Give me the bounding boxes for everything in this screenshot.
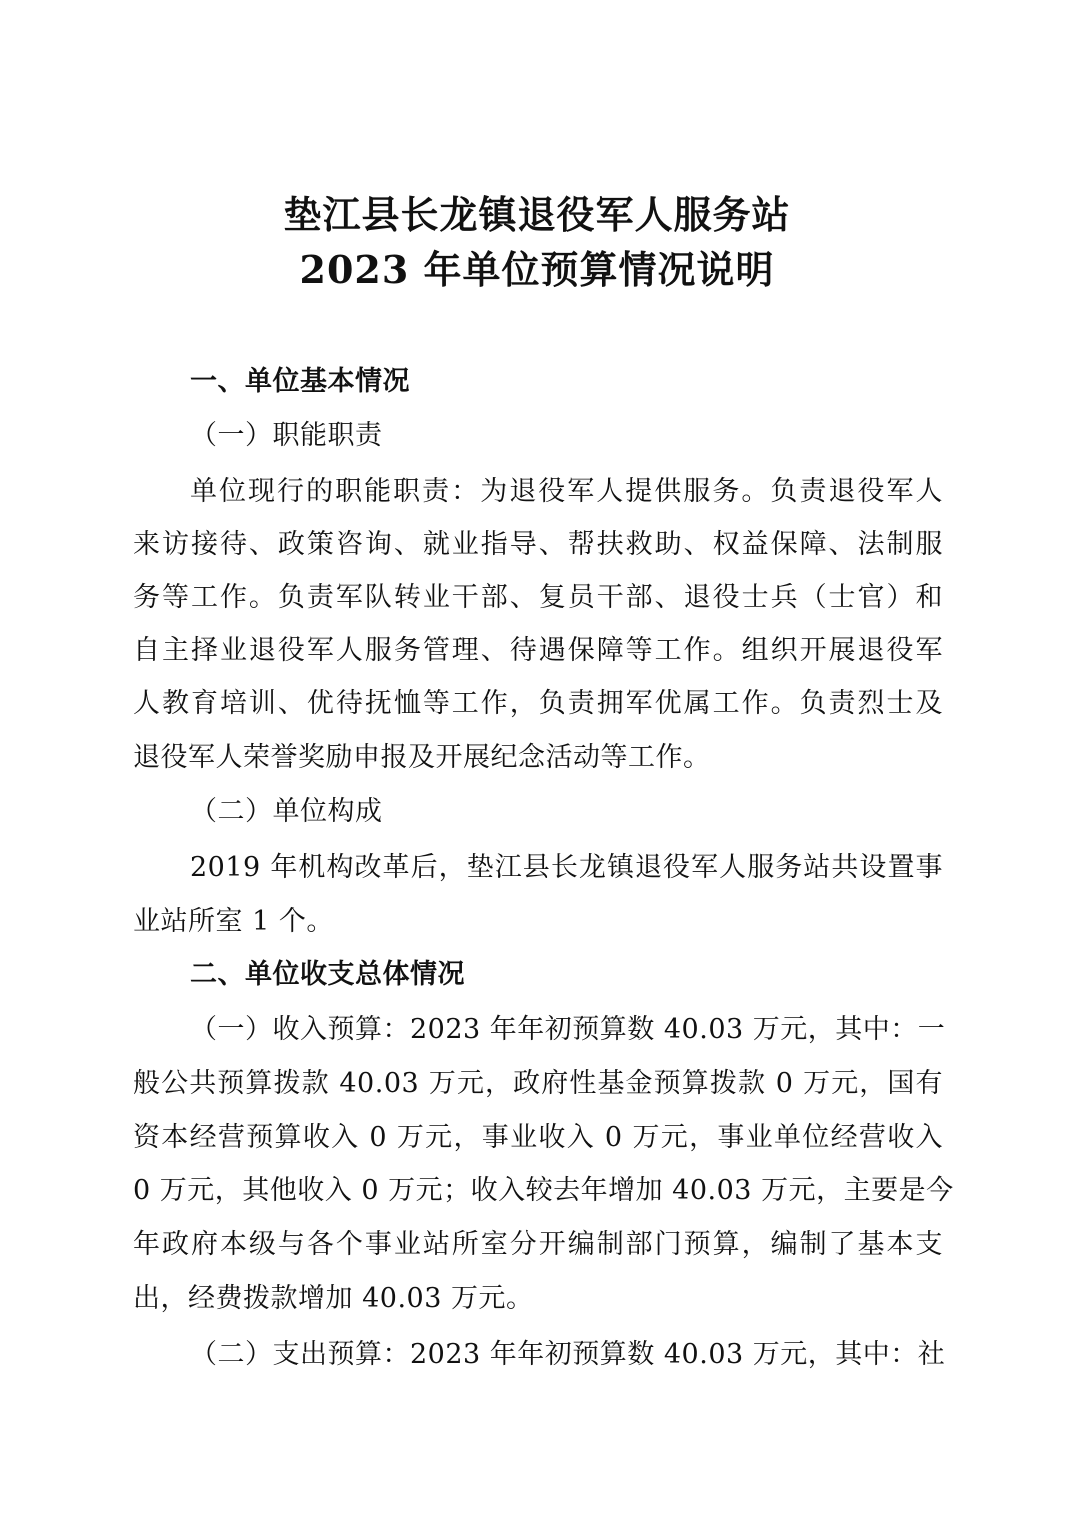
paragraph4-line: （二）支出预算：2023 年年初预算数 40.03 万元，其中：社 [190, 1339, 946, 1370]
document-title-line1: 垫江县长龙镇退役军人服务站 [283, 192, 791, 237]
paragraph1-line: 务等工作。负责军队转业干部、复员干部、退役士兵（士官）和 [133, 582, 943, 613]
sub2-heading: （二）单位构成 [190, 796, 383, 827]
paragraph1-line: 单位现行的职能职责：为退役军人提供服务。负责退役军人 [190, 476, 943, 507]
paragraph2-line: 业站所室 1 个。 [133, 906, 334, 937]
paragraph3-line: 资本经营预算收入 0 万元，事业收入 0 万元，事业单位经营收入 [133, 1122, 943, 1153]
paragraph1-line: 人教育培训、优待抚恤等工作，负责拥军优属工作。负责烈士及 [133, 688, 943, 719]
paragraph3-line: 年政府本级与各个事业站所室分开编制部门预算，编制了基本支 [133, 1229, 943, 1260]
paragraph1-line: 自主择业退役军人服务管理、待遇保障等工作。组织开展退役军 [133, 635, 943, 666]
paragraph2-line: 2019 年机构改革后，垫江县长龙镇退役军人服务站共设置事 [190, 852, 943, 883]
paragraph3-line: 般公共预算拨款 40.03 万元，政府性基金预算拨款 0 万元，国有 [133, 1068, 943, 1099]
section1-heading: 一、单位基本情况 [190, 366, 410, 397]
sub1-heading: （一）职能职责 [190, 420, 383, 451]
paragraph3-line: 出，经费拨款增加 40.03 万元。 [133, 1283, 534, 1314]
paragraph1-line: 退役军人荣誉奖励申报及开展纪念活动等工作。 [133, 742, 711, 773]
paragraph1-line: 来访接待、政策咨询、就业指导、帮扶救助、权益保障、法制服 [133, 529, 943, 560]
paragraph3-line: （一）收入预算：2023 年年初预算数 40.03 万元，其中：一 [190, 1014, 946, 1045]
document-title-line2: 2023 年单位预算情况说明 [299, 247, 775, 292]
paragraph3-line: 0 万元，其他收入 0 万元；收入较去年增加 40.03 万元，主要是今 [133, 1175, 954, 1206]
section2-heading: 二、单位收支总体情况 [190, 959, 465, 990]
